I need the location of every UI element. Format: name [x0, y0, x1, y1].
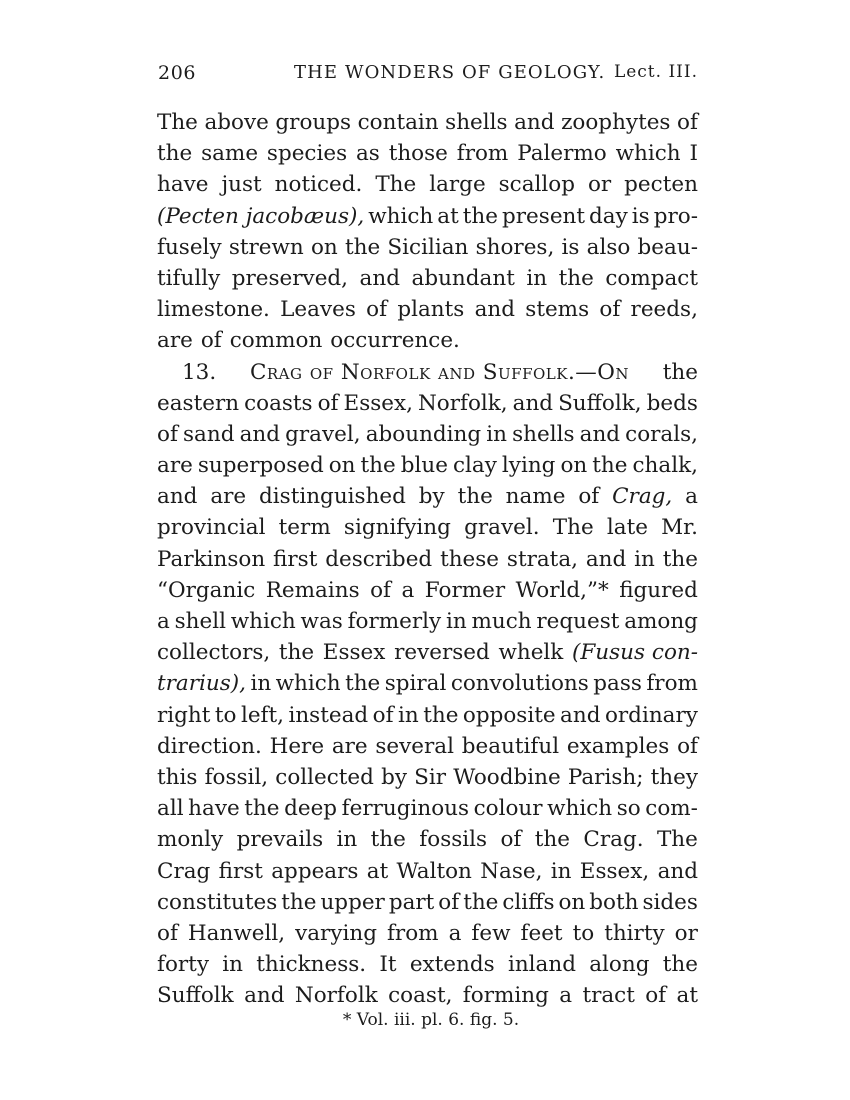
word: whelk [498, 640, 564, 666]
word: at [366, 858, 389, 884]
word: Norfolk [294, 983, 378, 1009]
word: Leaves [280, 297, 356, 323]
text-line [157, 637, 698, 668]
word: of [200, 328, 222, 354]
word: Parkinson [157, 546, 266, 572]
word: this [157, 764, 198, 790]
word: inland [507, 952, 576, 978]
word: appears [271, 858, 359, 884]
word: tract [582, 983, 635, 1009]
word: species [266, 141, 348, 167]
word: Crag. [583, 827, 644, 853]
word: pass [593, 671, 642, 697]
word: noticed. [274, 172, 363, 198]
word: the [662, 546, 698, 572]
word: scallop [498, 172, 575, 198]
word: and [512, 390, 554, 416]
word: of [317, 390, 339, 416]
word: of [645, 983, 667, 1009]
word: a [559, 983, 573, 1009]
word: in [550, 858, 572, 884]
word: also [586, 234, 631, 260]
word: a [448, 920, 462, 946]
word: constitutes [157, 889, 278, 915]
word: in [634, 546, 655, 572]
word: and [244, 983, 285, 1009]
text-line [157, 887, 698, 918]
word: in [445, 609, 467, 634]
text-line [157, 294, 698, 325]
word: opposite [462, 702, 556, 728]
word: The [656, 827, 698, 853]
word: which [547, 796, 613, 822]
word: in [336, 827, 358, 853]
word: by [418, 484, 445, 510]
word: fusely [157, 234, 222, 260]
text-line [157, 824, 698, 855]
word: stems [525, 297, 590, 323]
word: distinguished [259, 484, 406, 510]
word: the [534, 827, 570, 853]
word: com- [645, 796, 698, 822]
word: reeds, [630, 297, 698, 323]
word: large [429, 172, 486, 198]
word: the [558, 265, 594, 291]
word: which [615, 141, 681, 167]
word: part [388, 889, 435, 915]
word: have [188, 796, 240, 822]
word: common [229, 328, 323, 354]
text-line [157, 107, 698, 138]
word: day [589, 203, 628, 229]
word: clay [453, 453, 497, 479]
text-line [157, 856, 698, 887]
text-line [157, 980, 698, 1011]
word: all [157, 796, 184, 822]
word: lying [501, 453, 556, 479]
word: same [201, 141, 259, 167]
word: of [677, 110, 698, 135]
word: present [502, 203, 586, 229]
word: of [366, 297, 388, 323]
word: superposed [197, 453, 324, 479]
word: which [230, 609, 296, 634]
word: blue [400, 453, 448, 479]
word: above [204, 110, 269, 135]
word: of [500, 827, 522, 853]
word: limestone. [157, 297, 270, 323]
word: the [345, 671, 381, 697]
word: (Fusus con- [572, 640, 698, 666]
word: chalk, [632, 453, 698, 479]
word: was [300, 609, 343, 634]
text-line [157, 388, 698, 419]
word: so [616, 796, 641, 822]
word: The [552, 515, 594, 541]
word: the [662, 952, 698, 978]
text-line [157, 700, 698, 731]
text-line [157, 450, 698, 481]
word: as [355, 141, 380, 167]
word: instead [288, 702, 369, 728]
word: of [438, 889, 460, 915]
word: spiral [384, 671, 447, 697]
word: and [239, 421, 281, 447]
word: shells [445, 110, 508, 135]
word: of [370, 577, 391, 603]
word: of [599, 297, 621, 323]
word: few [471, 920, 511, 946]
word: to [572, 920, 595, 946]
word: several [375, 733, 454, 759]
word: is [561, 234, 580, 260]
word: pro- [653, 203, 698, 229]
word: Former [424, 577, 506, 603]
text-line [157, 918, 698, 949]
word: forty [157, 952, 209, 978]
word: on [328, 453, 356, 479]
text-line [157, 325, 698, 356]
word: name [505, 484, 566, 510]
word: eastern [157, 390, 240, 416]
word: The [157, 110, 198, 135]
word: on [558, 889, 586, 915]
word: deep [284, 796, 338, 822]
word: the [462, 203, 498, 229]
word: in [222, 952, 243, 978]
word: of [677, 733, 698, 759]
word: strata, [506, 546, 578, 572]
word: Essex [322, 640, 386, 666]
word: much [471, 609, 532, 634]
word: thickness. [256, 952, 367, 978]
word: “Organic [157, 577, 256, 603]
word: Remains [265, 577, 360, 603]
word: of [157, 421, 178, 447]
word: upper [320, 889, 385, 915]
word: late [606, 515, 648, 541]
word: fossils [419, 827, 488, 853]
word: of [157, 920, 178, 946]
word: I [689, 141, 698, 167]
word: and [474, 297, 516, 323]
word: the [592, 453, 628, 479]
word: formerly [347, 609, 442, 634]
word: a [401, 577, 415, 603]
word: forming [462, 983, 549, 1009]
word: Woodbine [453, 764, 561, 790]
word: and [657, 858, 698, 884]
word: on [560, 453, 588, 479]
word: reversed [394, 640, 490, 666]
word: Hanwell, [187, 920, 286, 946]
word: on [310, 234, 338, 260]
word: 13. [182, 359, 217, 385]
word: sand [183, 421, 235, 447]
word: Suffolk [157, 983, 234, 1009]
page-number: 206 [158, 62, 197, 84]
word: It [379, 952, 397, 978]
word: have [157, 172, 209, 198]
word: compact [605, 265, 698, 291]
text-line [157, 512, 698, 543]
text-line [157, 138, 698, 169]
word: and [585, 546, 627, 572]
word: are [210, 484, 247, 510]
word: monly [157, 827, 224, 853]
word: sides [642, 889, 698, 915]
word: Sir [414, 764, 447, 790]
word: figured [619, 577, 698, 603]
word: cliffs [502, 889, 555, 915]
word: contain [357, 110, 439, 135]
word: Crag of Norfolk and Suffolk.—On [249, 359, 630, 385]
word: corals, [625, 421, 698, 447]
word: first [273, 546, 318, 572]
word: right [157, 702, 211, 728]
word: and [157, 484, 198, 510]
word: groups [275, 110, 352, 135]
text-line [157, 169, 698, 200]
word: Norfolk, [417, 390, 508, 416]
word: Palermo [517, 141, 607, 167]
word: the [457, 484, 493, 510]
text-line [157, 668, 698, 699]
word: Parish; [567, 764, 644, 790]
word: varying [295, 920, 377, 946]
word: a [685, 484, 698, 510]
word: from [646, 671, 698, 697]
word: shells [512, 421, 575, 447]
word: Mr. [661, 515, 698, 541]
text-line [157, 263, 698, 294]
word: by [381, 764, 407, 790]
word: pecten [624, 172, 698, 198]
word: are [331, 733, 368, 759]
word: prevails [236, 827, 324, 853]
word: shores, [475, 234, 555, 260]
word: Suffolk, [558, 390, 642, 416]
word: first [218, 858, 263, 884]
word: World,”* [515, 577, 609, 603]
word: beds [646, 390, 698, 416]
word: just [221, 172, 262, 198]
word: plants [397, 297, 465, 323]
word: thirty [604, 920, 665, 946]
word: abounding [365, 421, 482, 447]
word: examples [566, 733, 670, 759]
word: or [587, 172, 612, 198]
word: the [281, 889, 317, 915]
word: direction. [157, 733, 262, 759]
running-title: THE WONDERS OF GEOLOGY. [294, 62, 606, 83]
body-text [157, 107, 698, 1011]
word: ordinary [604, 702, 698, 728]
word: Walton [396, 858, 472, 884]
word: gravel. [464, 515, 540, 541]
word: the [360, 453, 396, 479]
word: Essex, [579, 858, 650, 884]
text-line [157, 201, 698, 232]
word: from [456, 141, 509, 167]
word: or [674, 920, 698, 946]
word: a [157, 609, 170, 634]
word: The [375, 172, 417, 198]
word: and [579, 421, 621, 447]
word: the [344, 234, 381, 260]
word: along [589, 952, 650, 978]
word: they [650, 764, 698, 790]
word: Essex, [343, 390, 413, 416]
word: at [437, 203, 459, 229]
word: extends [409, 952, 495, 978]
text-line [157, 481, 698, 512]
word: fossil, [204, 764, 269, 790]
word: coasts [244, 390, 313, 416]
word: beautiful [461, 733, 560, 759]
text-line [157, 232, 698, 263]
word: left, [240, 702, 284, 728]
word: are [157, 328, 193, 354]
word: both [589, 889, 639, 915]
text-line [157, 575, 698, 606]
word: collected [275, 764, 374, 790]
word: the [463, 889, 499, 915]
word: feet [520, 920, 563, 946]
word: signifying [343, 515, 451, 541]
text-line [157, 793, 698, 824]
word: the [662, 359, 698, 385]
word: collectors, [157, 640, 271, 666]
word: of [372, 702, 394, 728]
page-header [158, 62, 698, 92]
text-line [157, 419, 698, 450]
word: request [536, 609, 620, 634]
word: (Pecten jacobæus), [157, 203, 365, 229]
word: preserved, [231, 265, 349, 291]
word: Here [269, 733, 325, 759]
lecture-label: Lect. III. [613, 62, 698, 82]
footnote: * Vol. iii. pl. 6. fig. 5. [342, 1010, 520, 1030]
text-line [157, 544, 698, 575]
word: in [486, 421, 508, 447]
word: those [388, 141, 448, 167]
word: are [157, 453, 193, 479]
word: these [440, 546, 500, 572]
word: trarius), [157, 671, 246, 697]
text-line [157, 762, 698, 793]
word: and [359, 265, 400, 291]
word: the [370, 827, 406, 853]
word: which [368, 203, 434, 229]
word: the [278, 640, 315, 666]
text-line [157, 606, 698, 637]
word: in [526, 265, 548, 291]
text-line [157, 949, 698, 980]
word: occurrence. [330, 328, 460, 354]
word: Sicilian [387, 234, 469, 260]
word: Crag, [612, 484, 673, 510]
word: colour [473, 796, 543, 822]
word: in [250, 671, 272, 697]
text-line [157, 357, 698, 388]
word: provincial [157, 515, 266, 541]
word: shell [174, 609, 226, 634]
word: convolutions [450, 671, 589, 697]
word: described [325, 546, 433, 572]
word: strewn [228, 234, 304, 260]
word: Nase, [480, 858, 543, 884]
word: at [676, 983, 698, 1009]
word: beau- [637, 234, 698, 260]
word: zoophytes [561, 110, 671, 135]
text-line [157, 731, 698, 762]
word: Crag [157, 858, 211, 884]
word: tifully [157, 265, 221, 291]
word: gravel, [285, 421, 361, 447]
word: among [624, 609, 698, 634]
word: which [275, 671, 341, 697]
word: the [157, 141, 193, 167]
word: ferruginous [341, 796, 470, 822]
word: in [398, 702, 419, 728]
word: the [244, 796, 280, 822]
word: from [386, 920, 439, 946]
word: abundant [411, 265, 515, 291]
word: of [578, 484, 600, 510]
word: the [423, 702, 459, 728]
word: coast, [388, 983, 453, 1009]
word: and [560, 702, 601, 728]
word: to [214, 702, 237, 728]
word: is [631, 203, 650, 229]
word: and [514, 110, 555, 135]
word: term [278, 515, 331, 541]
